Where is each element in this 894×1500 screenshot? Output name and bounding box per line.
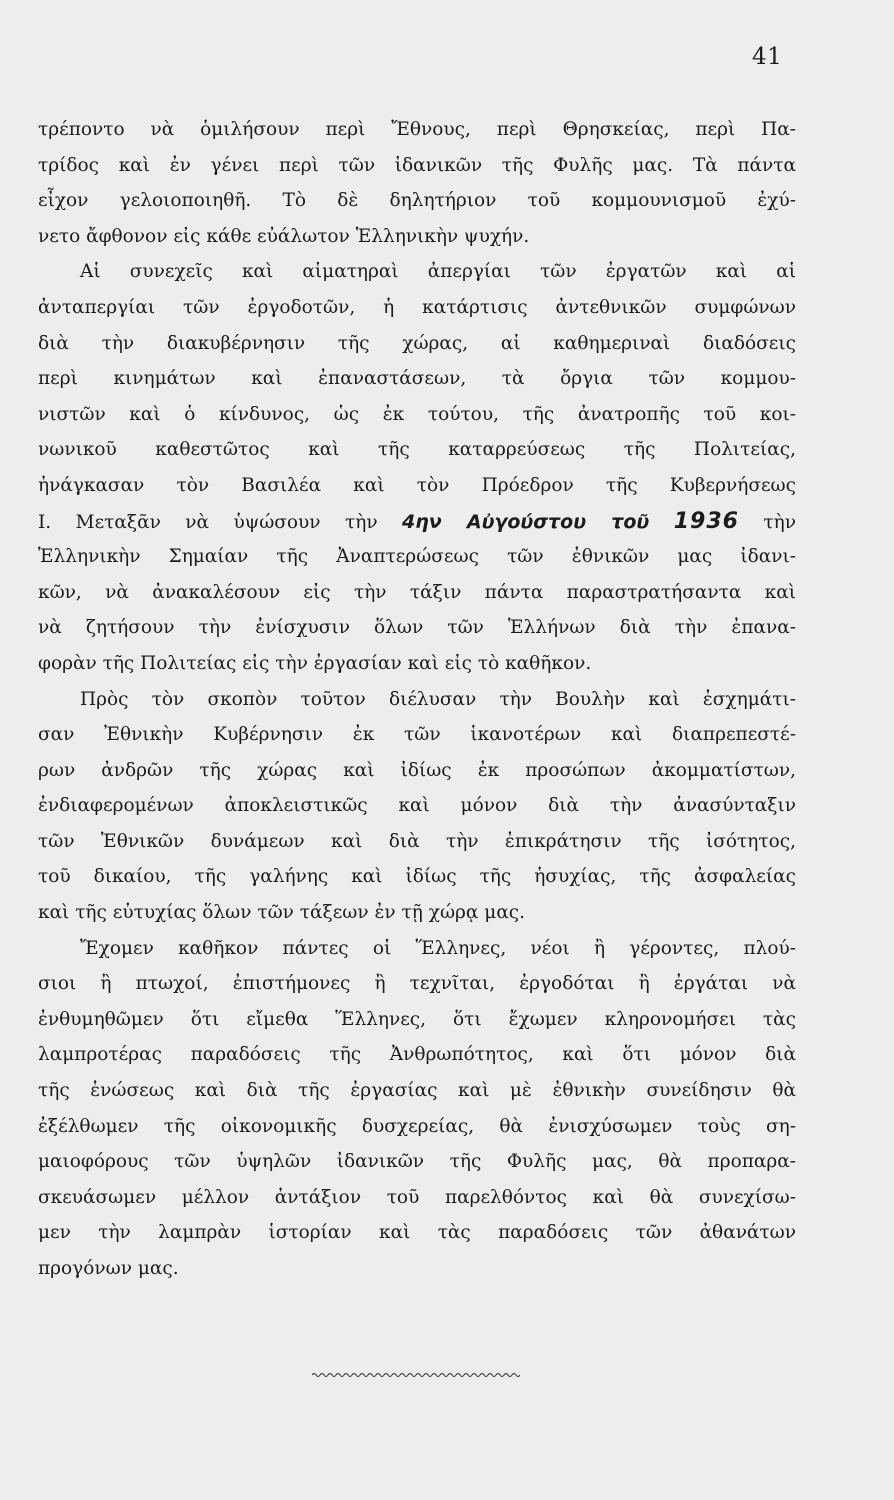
text-line: καὶ τῆς εὐτυχίας ὅλων τῶν τάξεων ἐν τῇ χώρᾳ μας. bbox=[38, 902, 526, 924]
text-line: τῶν Ἐθνικῶν δυνάμεων καὶ διὰ τὴν ἐπικράτησιν τῆς ἰσότητος, bbox=[38, 830, 796, 852]
text-line: Ἑλληνικὴν Σημαίαν τῆς Ἀναπτερώσεως τῶν ἐθνικῶν μας ἰδανι- bbox=[38, 546, 796, 568]
text-line: νὰ ζητήσουν τὴν ἐνίσχυσιν ὅλων τῶν Ἑλλήνων διὰ τὴν ἐπανα- bbox=[38, 617, 796, 639]
text-line: ἠνάγκασαν τὸν Βασιλέα καὶ τὸν Πρόεδρον τῆς Κυβερνήσεως bbox=[38, 474, 796, 496]
paragraph-start-line: Αἱ συνεχεῖς καὶ αἱματηραὶ ἀπεργίαι τῶν ἐργατῶν καὶ αἱ bbox=[80, 261, 796, 283]
text-line: μαιοφόρους τῶν ὑψηλῶν ἰδανικῶν τῆς Φυλῆς μας, θὰ προπαρα- bbox=[38, 1151, 796, 1173]
text-line: σιοι ἢ πτωχοί, ἐπιστήμονες ἢ τεχνῖται, ἐργοδόται ἢ ἐργάται νὰ bbox=[38, 973, 796, 995]
line-segment: τὴν bbox=[763, 511, 796, 533]
text-line: τρέποντο νὰ ὁμιλήσουν περὶ Ἔθνους, περὶ Θρησκείας, περὶ Πα- bbox=[38, 119, 796, 140]
text-line: κῶν, νὰ ἀνακαλέσουν εἰς τὴν τάξιν πάντα παραστρατήσαντα καὶ bbox=[38, 581, 796, 603]
text-line: νωνικοῦ καθεστῶτος καὶ τῆς καταρρεύσεως τῆς Πολιτείας, bbox=[38, 439, 796, 461]
decorative-wavy-rule bbox=[312, 1372, 520, 1378]
text-line: τρίδος καὶ ἐν γένει περὶ τῶν ἰδανικῶν τῆς Φυλῆς μας. Τὰ πάντα bbox=[38, 154, 796, 176]
text-line: σκευάσωμεν μέλλον ἀντάξιον τοῦ παρελθόντος καὶ θὰ συνεχίσω- bbox=[38, 1186, 796, 1208]
body-text bbox=[38, 112, 796, 1287]
text-line: περὶ κινημάτων καὶ ἐπαναστάσεων, τὰ ὄργια τῶν κομμου- bbox=[38, 368, 796, 390]
paragraph-start-line: Ἔχομεν καθῆκον πάντες οἱ Ἕλληνες, νέοι ἢ γέροντες, πλού- bbox=[80, 937, 796, 959]
line-segment: Ι. Μεταξᾶν νὰ ὑψώσουν τὴν bbox=[38, 511, 378, 533]
text-line: ἐξέλθωμεν τῆς οἰκονομικῆς δυσχερείας, θὰ ἐνισχύσωμεν τοὺς ση- bbox=[38, 1115, 796, 1137]
text-line: ἐνθυμηθῶμεν ὅτι εἴμεθα Ἕλληνες, ὅτι ἔχωμεν κληρονομήσει τὰς bbox=[38, 1008, 796, 1030]
text-line: ἀνταπεργίαι τῶν ἐργοδοτῶν, ἡ κατάρτισις ἀντεθνικῶν συμφώνων bbox=[38, 296, 796, 318]
text-line: νιστῶν καὶ ὁ κίνδυνος, ὡς ἐκ τούτου, τῆς ἀνατροπῆς τοῦ κοι- bbox=[38, 403, 796, 425]
text-line: ρων ἀνδρῶν τῆς χώρας καὶ ἰδίως ἐκ προσώπων ἀκομματίστων, bbox=[38, 759, 796, 781]
text-line: νετο ἄφθονον εἰς κάθε εὐάλωτον Ἑλληνικὴν ψυχήν. bbox=[38, 225, 530, 247]
text-line: προγόνων μας. bbox=[38, 1258, 179, 1279]
date-emphasis: 4ην Αὐγούστου τοῦ bbox=[402, 510, 650, 533]
text-line: εἶχον γελοιοποιηθῆ. Τὸ δὲ δηλητήριον τοῦ κομμουνισμοῦ ἐχύ- bbox=[38, 190, 796, 212]
page-number: 41 bbox=[752, 44, 783, 70]
text-line: λαμπροτέρας παραδόσεις τῆς Ἀνθρωπότητος, καὶ ὅτι μόνον διὰ bbox=[38, 1044, 796, 1066]
year-emphasis: 1936 bbox=[673, 508, 739, 534]
text-line: διὰ τὴν διακυβέρνησιν τῆς χώρας, αἱ καθημεριναὶ διαδόσεις bbox=[38, 332, 796, 354]
text-line: τοῦ δικαίου, τῆς γαλήνης καὶ ἰδίως τῆς ἡσυχίας, τῆς ἀσφαλείας bbox=[38, 866, 796, 888]
text-line: φορὰν τῆς Πολιτείας εἰς τὴν ἐργασίαν καὶ εἰς τὸ καθῆκον. bbox=[38, 652, 592, 674]
paragraph-start-line: Πρὸς τὸν σκοπὸν τοῦτον διέλυσαν τὴν Βουλὴν καὶ ἐσχημάτι- bbox=[80, 688, 796, 710]
text-line: σαν Ἐθνικὴν Κυβέρνησιν ἐκ τῶν ἱκανοτέρων καὶ διαπρεπεστέ- bbox=[38, 724, 796, 746]
text-line: ἐνδιαφερομένων ἀποκλειστικῶς καὶ μόνον διὰ τὴν ἀνασύνταξιν bbox=[38, 795, 796, 817]
text-line: τῆς ἑνώσεως καὶ διὰ τῆς ἐργασίας καὶ μὲ ἐθνικὴν συνείδησιν θὰ bbox=[38, 1080, 796, 1102]
text-line-with-date bbox=[38, 504, 796, 540]
text-line: μεν τὴν λαμπρὰν ἱστορίαν καὶ τὰς παραδόσεις τῶν ἀθανάτων bbox=[38, 1222, 796, 1244]
